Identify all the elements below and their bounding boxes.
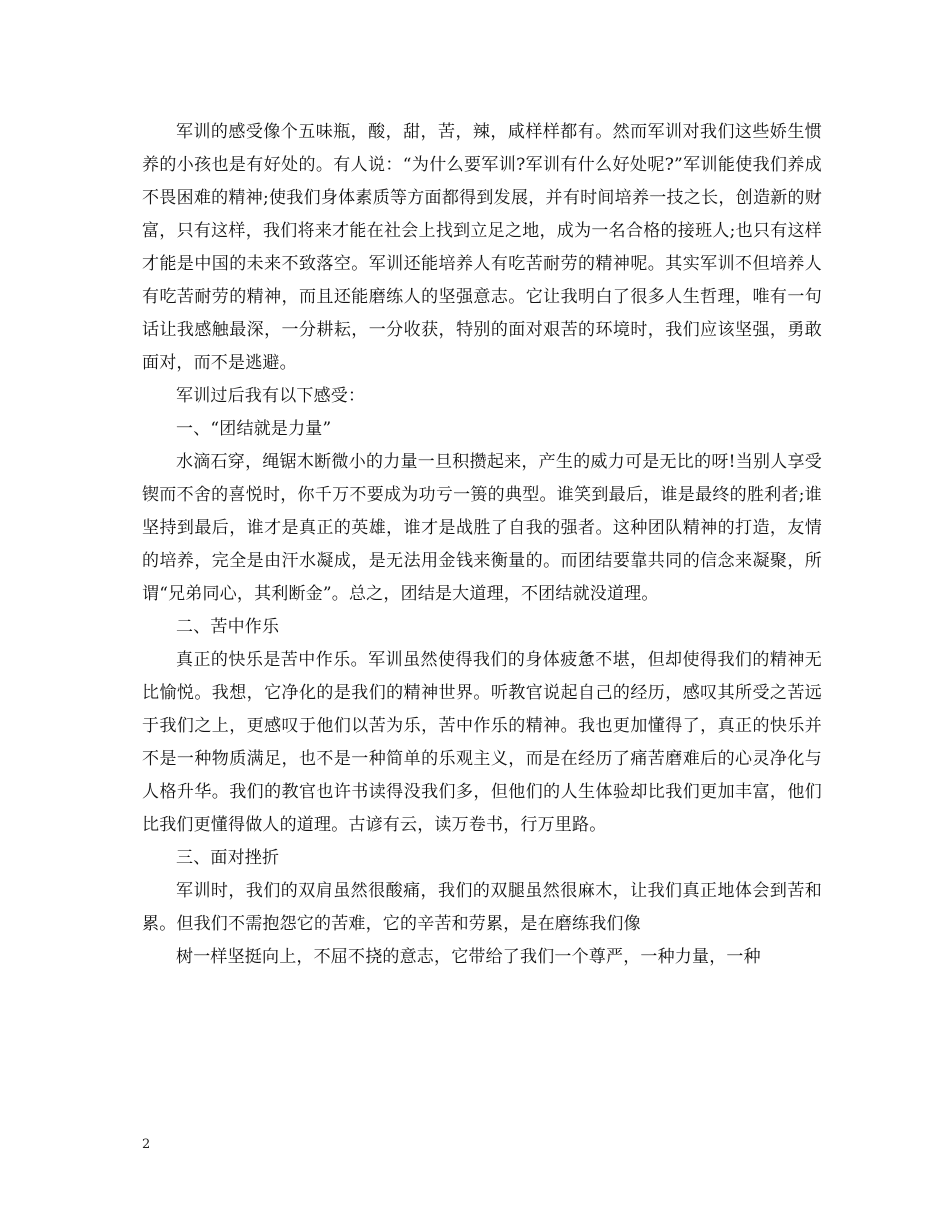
section-lead-in: 军训过后我有以下感受： (176, 386, 366, 406)
document-body (142, 116, 822, 974)
paragraph-setbacks-1: 军训时，我们的双肩虽然很酸痛，我们的双腿虽然很麻木，让我们真正地体会到苦和累。但我们不需抱怨它的苦难，它的辛苦和劳累，是在磨练我们像 (142, 881, 822, 934)
paragraph-intro: 军训的感受像个五味瓶，酸，甜，苦，辣，咸样样都有。然而军训对我们这些娇生惯养的小孩也是有好处的。有人说：“为什么要军训?军训有什么好处呢?”军训能使我们养成不畏困难的精神;使我们身体素质等方面都得到发展，并有时间培养一技之长，创造新的财富，只有这样，我们将来才能在社会上找到立足之地，成为一名合格的接班人;也只有这样才能是中国的未来不致落空。军训还能培养人有吃苦耐劳的精神呢。其实军训不但培养人有吃苦耐劳的精神，而且还能磨练人的坚强意志。它让我明白了很多人生哲理，唯有一句话让我感触最深，一分耕耘，一分收获，特别的面对艰苦的环境时，我们应该坚强，勇敢面对，而不是逃避。 (142, 122, 822, 373)
section-heading-setbacks: 三、面对挫折 (176, 848, 280, 868)
paragraph-joy: 真正的快乐是苦中作乐。军训虽然使得我们的身体疲惫不堪，但却使得我们的精神无比愉悦。我想，它净化的是我们的精神世界。听教官说起自己的经历，感叹其所受之苦远于我们之上，更感叹于他们以苦为乐，苦中作乐的精神。我也更加懂得了，真正的快乐并不是一种物质满足，也不是一种简单的乐观主义，而是在经历了痛苦磨难后的心灵净化与人格升华。我们的教官也许书读得没我们多，但他们的人生体验却比我们更加丰富，他们比我们更懂得做人的道理。古谚有云，读万卷书，行万里路。 (142, 650, 822, 835)
paragraph-setbacks-2: 树一样坚挺向上，不屈不挠的意志，它带给了我们一个尊严，一种力量，一种 (176, 947, 761, 967)
section-heading-unity: 一、“团结就是力量” (176, 419, 332, 439)
page-number: 2 (142, 1137, 151, 1152)
section-heading-joy: 二、苦中作乐 (176, 617, 280, 637)
paragraph-unity: 水滴石穿，绳锯木断微小的力量一旦积攒起来，产生的威力可是无比的呀!当别人享受锲而不舍的喜悦时，你千万不要成为功亏一篑的典型。谁笑到最后，谁是最终的胜利者;谁坚持到最后，谁才是真正的英雄，谁才是战胜了自我的强者。这种团队精神的打造，友情的培养，完全是由汗水凝成，是无法用金钱来衡量的。而团结要靠共同的信念来凝聚，所谓“兄弟同心，其利断金”。总之，团结是大道理，不团结就没道理。 (142, 452, 822, 604)
